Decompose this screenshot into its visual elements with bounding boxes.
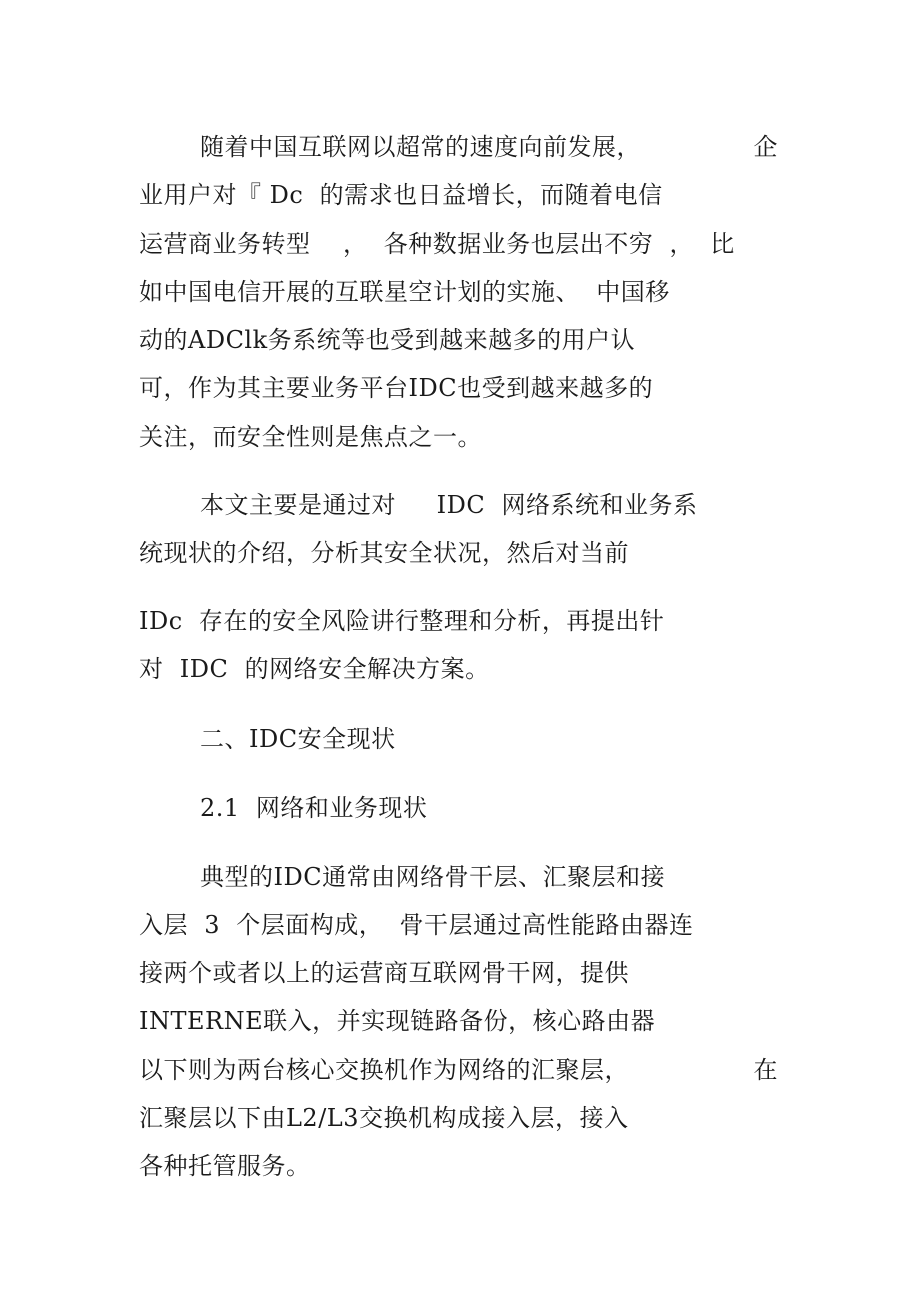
p1-line-1-trailing: 企 [753,133,778,161]
p1-line-5: 动的ADClk务系统等也受到越来越多的用户认 [139,326,636,354]
p3-line-6: 汇聚层以下由L2/L3交换机构成接入层，接入 [139,1104,629,1132]
subsection-heading: 2.1 网络和业务现状 [200,794,428,822]
p3-line-1: 典型的IDC通常由网络骨干层、汇聚层和接 [200,863,666,891]
p1-line-1: 随着中国互联网以超常的速度向前发展， [200,133,641,161]
p2-line-2: 统现状的介绍，分析其安全状况，然后对当前 [139,539,629,567]
p1-line-6: 可，作为其主要业务平台IDC也受到越来越多的 [139,374,654,402]
p3-line-5-trailing: 在 [753,1056,778,1084]
p2-line-3: IDc 存在的安全风险讲行整理和分析，再提出针 [139,607,665,635]
p3-line-7: 各种托管服务。 [139,1152,311,1180]
p1-line-3: 运营商业务转型 ， 各种数据业务也层出不穷 ， 比 [139,230,735,258]
p3-line-2: 入层 3 个层面构成， 骨干层通过高性能路由器连 [139,911,694,939]
p2-line-1: 本文主要是通过对 IDC 网络系统和业务系 [200,491,698,519]
p1-line-7: 关注，而安全性则是焦点之一。 [139,423,482,451]
p3-line-3: 接两个或者以上的运营商互联网骨干网，提供 [139,959,629,987]
p3-line-5: 以下则为两台核心交换机作为网络的汇聚层， [139,1056,629,1084]
p2-line-4: 对 IDC 的网络安全解决方案。 [139,655,490,683]
section-heading: 二、IDC安全现状 [200,725,396,753]
p1-line-4: 如中国电信开展的互联星空计划的实施、 中国移 [139,278,670,306]
p1-line-2: 业用户对『 Dc 的需求也日益增长，而随着电信 [139,181,663,209]
p3-line-4: INTERNE联入，并实现链路备份，核心路由器 [139,1007,656,1035]
